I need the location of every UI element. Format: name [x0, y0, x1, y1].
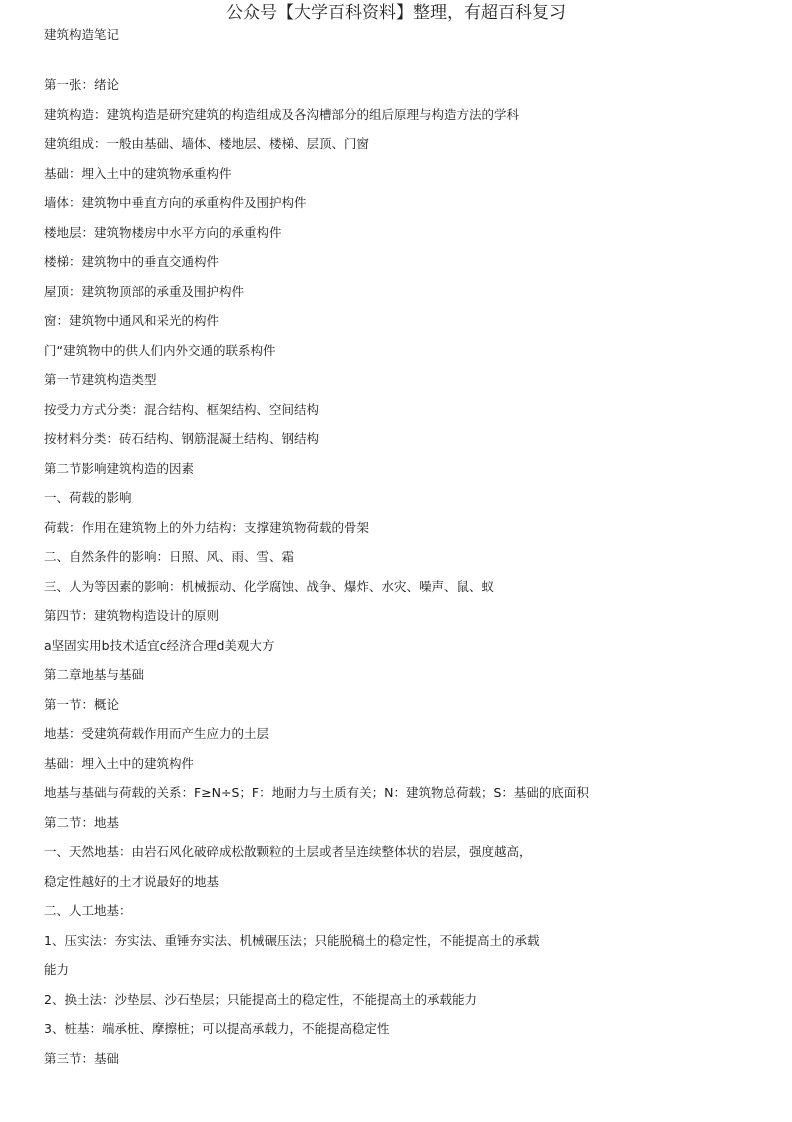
text-line: 门“建筑物中的供人们内外交通的联系构件 [44, 342, 276, 358]
header-banner: 公众号【大学百科资料】整理，有超百科复习 [226, 3, 566, 23]
text-line: 第三节：基础 [44, 1050, 120, 1066]
text-line: 稳定性越好的土才说最好的地基 [44, 873, 220, 889]
document-body [44, 76, 764, 1079]
text-line: 基础：埋入土中的建筑物承重构件 [44, 165, 232, 181]
text-line: 按材料分类：砖石结构、钢筋混凝土结构、钢结构 [44, 431, 320, 446]
text-line: 楼地层：建筑物楼房中水平方向的承重构件 [44, 224, 282, 240]
text-line: 3、桩基：端承桩、摩擦桩；可以提高承载力，不能提高稳定性 [44, 1021, 390, 1036]
text-line: 楼梯：建筑物中的垂直交通构件 [44, 254, 220, 269]
text-line: 二、自然条件的影响：日照、风、雨、雪、霜 [44, 549, 295, 564]
text-line: 第一张：绪论 [44, 77, 120, 92]
text-line: 2、换土法：沙垫层、沙石垫层；只能提高土的稳定性，不能提高土的承载能力 [44, 991, 477, 1007]
text-line: 第二节影响建筑构造的因素 [44, 460, 195, 476]
text-line: 1、压实法：夯实法、重锤夯实法、机械碾压法；只能脱稿土的稳定性，不能提高土的承载 [44, 932, 540, 948]
text-line: 建筑构造：建筑构造是研究建筑的构造组成及各沟槽部分的组后原理与构造方法的学科 [44, 106, 520, 122]
text-line: 第一节：概论 [44, 696, 120, 712]
text-line: 第二章地基与基础 [44, 667, 145, 682]
text-line: 按受力方式分类：混合结构、框架结构、空间结构 [44, 401, 320, 417]
text-line: 二、人工地基： [44, 903, 132, 918]
text-line: 建筑组成：一般由基础、墙体、楼地层、楼梯、层顶、门窗 [44, 136, 370, 151]
text-line: 地基：受建筑荷载作用而产生应力的土层 [44, 726, 270, 741]
text-line: 三、人为等因素的影响：机械振动、化学腐蚀、战争、爆炸、水灾、噪声、鼠、蚁 [44, 578, 495, 594]
text-line: 地基与基础与荷载的关系：F≥N÷S；F：地耐力与土质有关；N：建筑物总荷载；S：基础的底面积 [44, 785, 589, 800]
text-line: 能力 [44, 962, 70, 977]
text-line: a坚固实用b技术适宜c经济合理d美观大方 [44, 637, 275, 653]
text-line: 一、天然地基：由岩石风化破碎成松散颗粒的土层或者呈连续整体状的岩层，强度越高， [44, 844, 532, 859]
text-line: 第四节：建筑物构造设计的原则 [44, 608, 220, 623]
text-line: 窗：建筑物中通风和采光的构件 [44, 313, 220, 328]
text-line: 基础：埋入土中的建筑构件 [44, 755, 195, 771]
text-line: 墙体：建筑物中垂直方向的承重构件及围护构件 [44, 195, 307, 210]
text-line: 屋顶：建筑物顶部的承重及围护构件 [44, 283, 245, 299]
text-line: 一、荷载的影响 [44, 490, 132, 505]
document-title: 建筑构造笔记 [44, 27, 120, 42]
text-line: 荷载：作用在建筑物上的外力结构：支撑建筑物荷载的骨架 [44, 519, 370, 535]
text-line: 第一节建筑构造类型 [44, 372, 157, 387]
text-line: 第二节：地基 [44, 814, 120, 830]
